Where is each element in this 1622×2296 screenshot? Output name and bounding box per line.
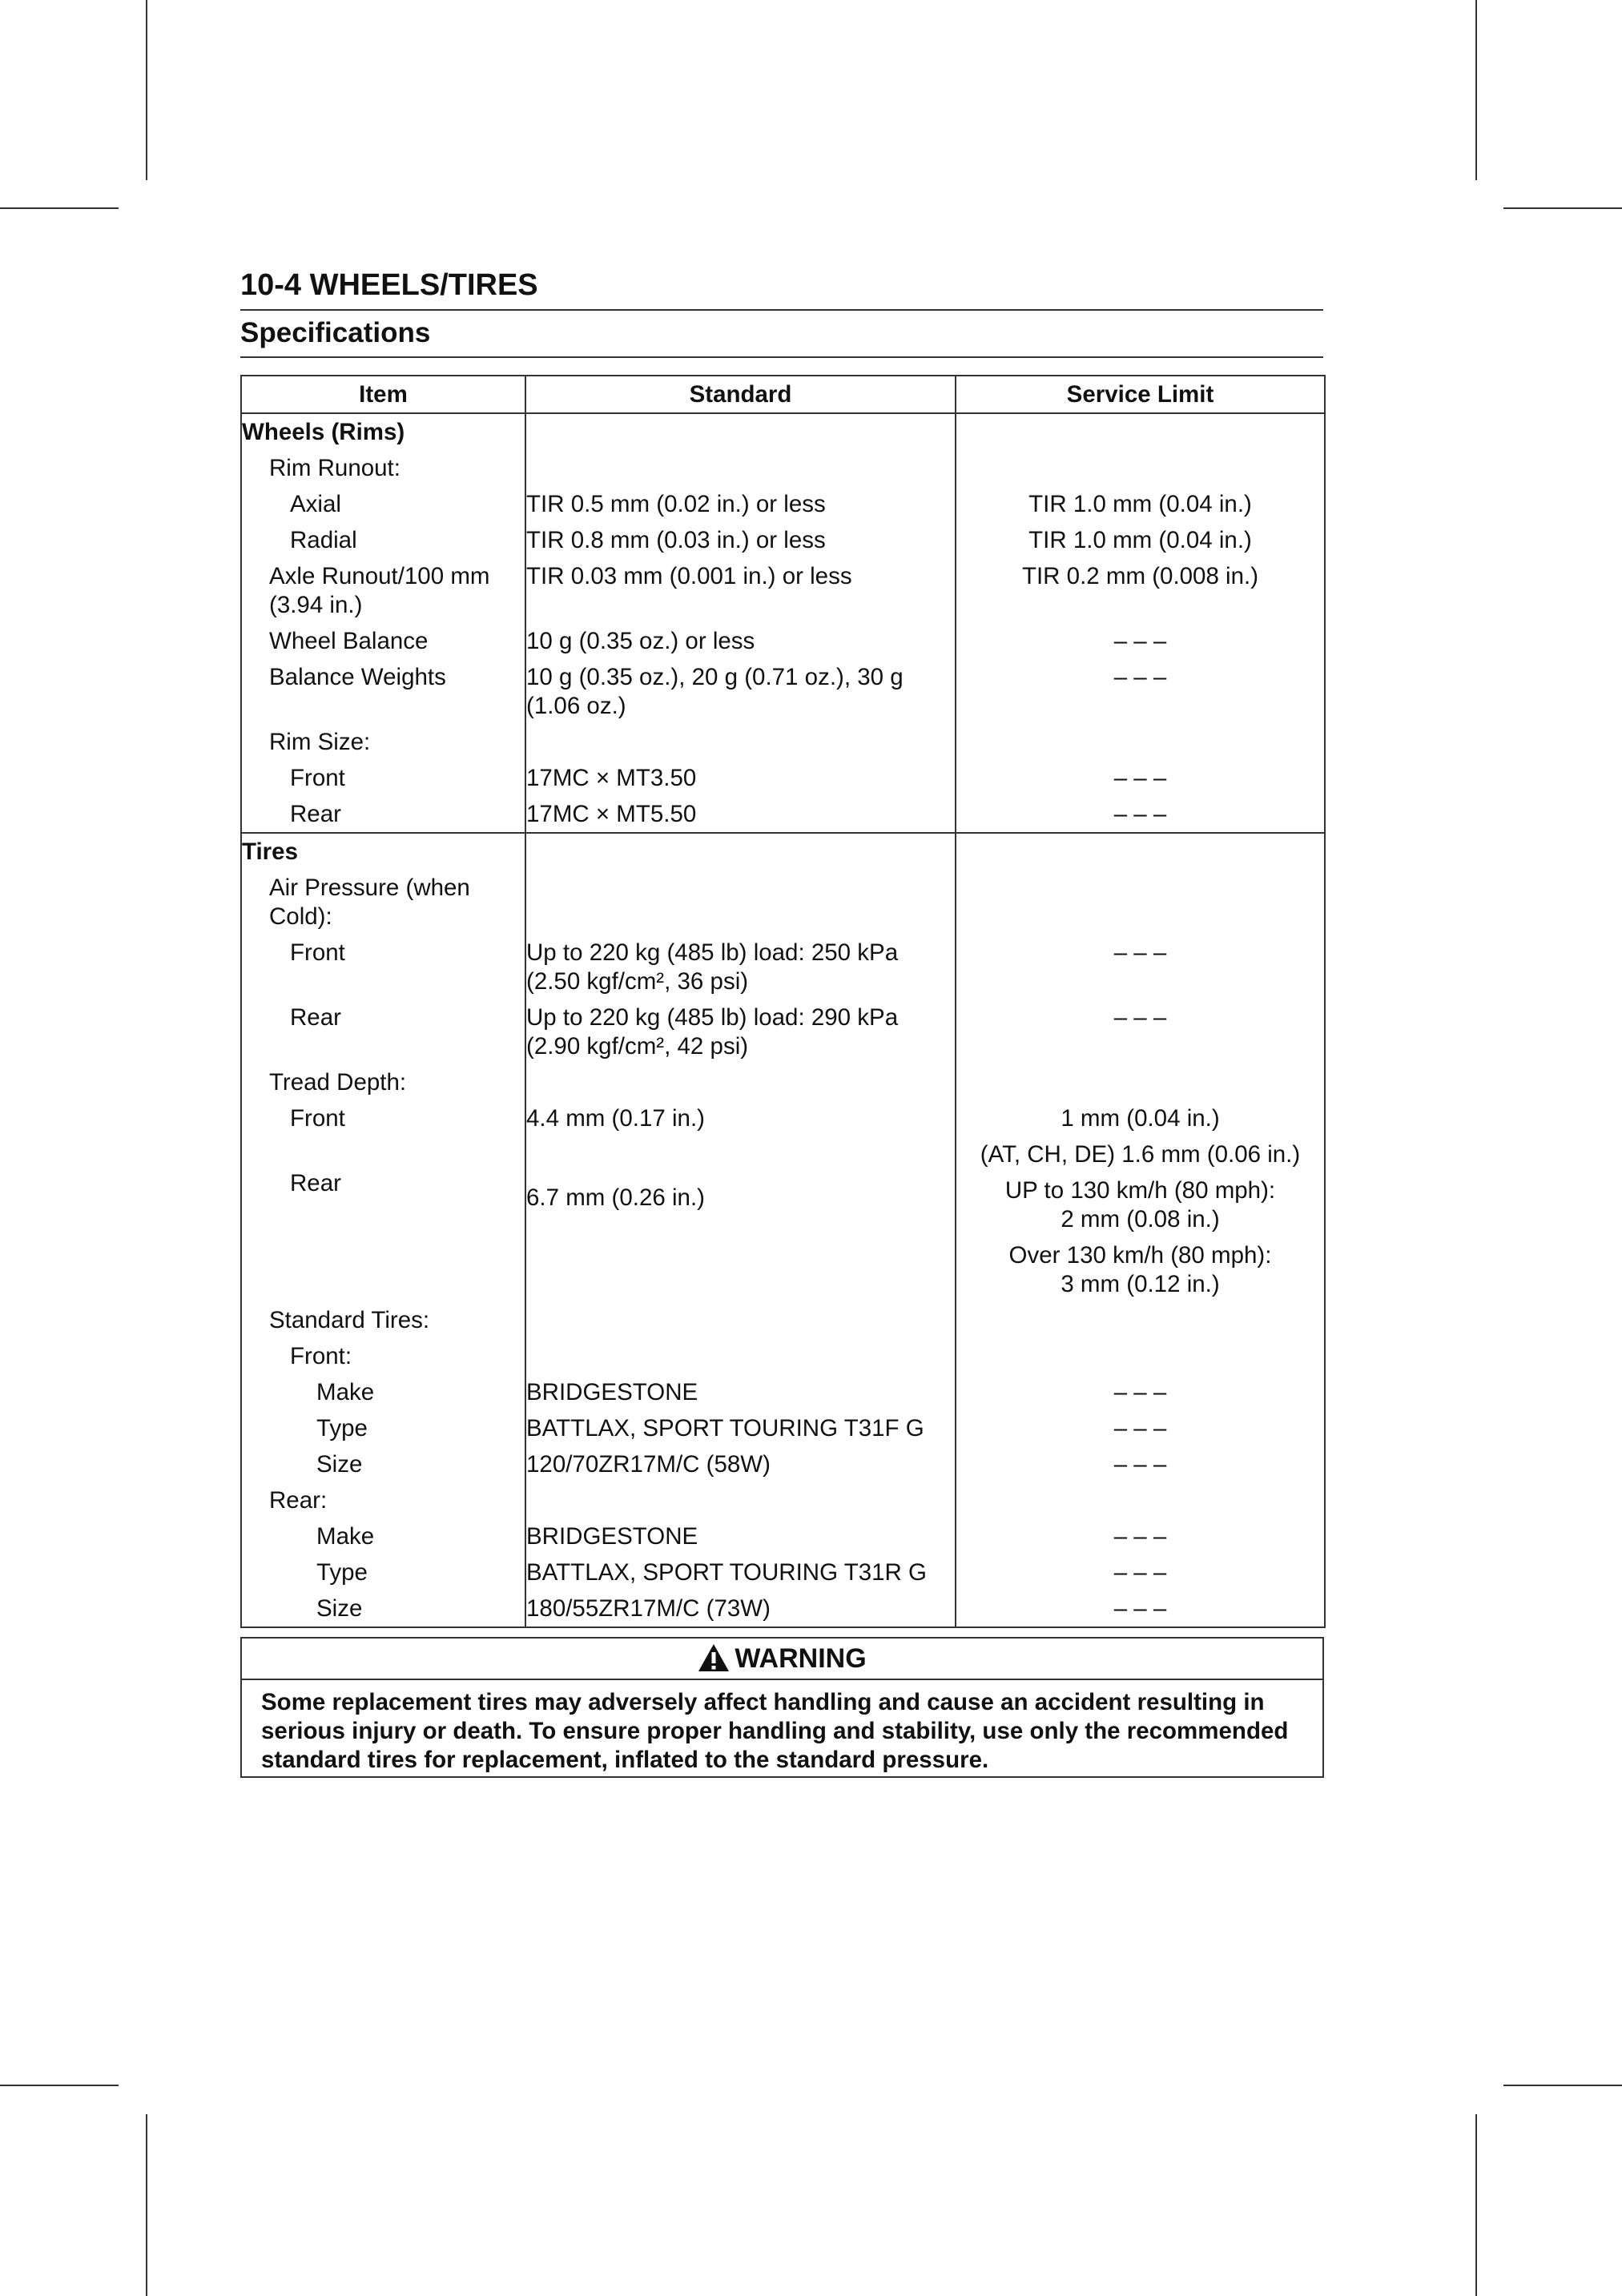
service-limit-value: – – – — [956, 935, 1325, 999]
standard-value: 10 g (0.35 oz.), 20 g (0.71 oz.), 30 g (1.06 oz.) — [525, 659, 956, 724]
standard-value: 120/70ZR17M/C (58W) — [525, 1446, 956, 1482]
group-title-tires: Tires — [241, 833, 525, 870]
subtitle-rule — [240, 356, 1323, 358]
crop-mark — [1503, 207, 1622, 209]
item-label: Rear — [241, 999, 525, 1064]
standard-value: BATTLAX, SPORT TOURING T31R G — [525, 1554, 956, 1590]
crop-mark — [0, 207, 119, 209]
item-label: Rear — [241, 796, 525, 833]
standard-value: 180/55ZR17M/C (73W) — [525, 1590, 956, 1627]
table-row — [241, 450, 1325, 486]
table-row — [241, 413, 1325, 450]
item-label: Axial — [241, 486, 525, 522]
item-label: Front — [241, 935, 525, 999]
item-label: Make — [241, 1374, 525, 1410]
table-row — [241, 1590, 1325, 1627]
service-limit-value: – – – — [956, 1374, 1325, 1410]
table-row — [241, 1410, 1325, 1446]
table-row — [241, 659, 1325, 724]
item-label: Rim Runout: — [241, 450, 525, 486]
service-limit-value: – – – — [956, 1518, 1325, 1554]
item-label: Balance Weights — [241, 659, 525, 724]
item-label: Type — [241, 1410, 525, 1446]
table-row — [241, 1518, 1325, 1554]
table-row — [241, 1338, 1325, 1374]
service-limit-value: – – – — [956, 1554, 1325, 1590]
table-row — [241, 1064, 1325, 1100]
tires-group — [241, 833, 1325, 1627]
item-label: Air Pressure (when Cold): — [241, 870, 525, 935]
page-subtitle: Specifications — [240, 317, 431, 348]
warning-header — [242, 1639, 1322, 1680]
item-label: Front: — [241, 1338, 525, 1374]
standard-value: BATTLAX, SPORT TOURING T31F G — [525, 1410, 956, 1446]
service-limit-value: – – – — [956, 796, 1325, 833]
standard-value: BRIDGESTONE — [525, 1518, 956, 1554]
item-label: Rear — [241, 1136, 525, 1302]
crop-mark — [1503, 2085, 1622, 2086]
service-limit-value: 1 mm (0.04 in.) — [956, 1100, 1325, 1136]
standard-value: TIR 0.8 mm (0.03 in.) or less — [525, 522, 956, 558]
standard-value: TIR 0.5 mm (0.02 in.) or less — [525, 486, 956, 522]
group-title-wheels: Wheels (Rims) — [241, 413, 525, 450]
item-label: Type — [241, 1554, 525, 1590]
service-limit-value: UP to 130 km/h (80 mph): 2 mm (0.08 in.) — [956, 1172, 1325, 1237]
table-row — [241, 486, 1325, 522]
section-title: 10-4 WHEELS/TIRES — [240, 268, 538, 302]
standard-value: 10 g (0.35 oz.) or less — [525, 623, 956, 659]
item-label: Axle Runout/100 mm (3.94 in.) — [241, 558, 525, 623]
crop-mark — [1475, 0, 1477, 180]
item-label: Wheel Balance — [241, 623, 525, 659]
service-limit-value: (AT, CH, DE) 1.6 mm (0.06 in.) — [956, 1136, 1325, 1172]
table-row — [241, 724, 1325, 760]
table-row — [241, 1554, 1325, 1590]
item-label: Rim Size: — [241, 724, 525, 760]
crop-mark — [146, 2114, 147, 2296]
service-limit-value: – – – — [956, 760, 1325, 796]
item-label: Radial — [241, 522, 525, 558]
standard-value: 17MC × MT3.50 — [525, 760, 956, 796]
table-header-row — [241, 376, 1325, 413]
table-row — [241, 760, 1325, 796]
table-row — [241, 1482, 1325, 1518]
column-header-service-limit: Service Limit — [956, 376, 1325, 413]
crop-mark — [146, 0, 147, 180]
table-row — [241, 1100, 1325, 1136]
service-limit-value: TIR 1.0 mm (0.04 in.) — [956, 522, 1325, 558]
service-limit-value: Over 130 km/h (80 mph): 3 mm (0.12 in.) — [956, 1237, 1325, 1302]
table-row — [241, 522, 1325, 558]
table-row — [241, 870, 1325, 935]
table-row — [241, 1136, 1325, 1172]
service-limit-value: – – – — [956, 623, 1325, 659]
item-label: Front — [241, 760, 525, 796]
table-row — [241, 1374, 1325, 1410]
standard-value: Up to 220 kg (485 lb) load: 250 kPa (2.50 kgf/cm², 36 psi) — [525, 935, 956, 999]
item-label: Tread Depth: — [241, 1064, 525, 1100]
page-header — [240, 266, 1323, 358]
service-limit-value: – – – — [956, 999, 1325, 1064]
standard-value: 6.7 mm (0.26 in.) — [525, 1136, 956, 1302]
crop-mark — [1475, 2114, 1477, 2296]
standard-value: 17MC × MT5.50 — [525, 796, 956, 833]
standard-value: Up to 220 kg (485 lb) load: 290 kPa (2.90 kgf/cm², 42 psi) — [525, 999, 956, 1064]
service-limit-value: – – – — [956, 1446, 1325, 1482]
service-limit-value: TIR 1.0 mm (0.04 in.) — [956, 486, 1325, 522]
table-row — [241, 1302, 1325, 1338]
item-label: Rear: — [241, 1482, 525, 1518]
column-header-item: Item — [241, 376, 525, 413]
table-row — [241, 558, 1325, 623]
table-row — [241, 833, 1325, 870]
standard-value: TIR 0.03 mm (0.001 in.) or less — [525, 558, 956, 623]
table-row — [241, 796, 1325, 833]
item-label: Size — [241, 1590, 525, 1627]
service-limit-value: TIR 0.2 mm (0.008 in.) — [956, 558, 1325, 623]
service-limit-value: – – – — [956, 1590, 1325, 1627]
item-label: Size — [241, 1446, 525, 1482]
warning-box — [240, 1637, 1324, 1778]
warning-text: Some replacement tires may adversely affect handling and cause an accident resulting in serious injury or death. To ensure proper handling and stability, use only the recommended standard tires for replacement, inflated to the standard pressure. — [261, 1689, 1289, 1773]
table-row — [241, 935, 1325, 999]
item-label: Front — [241, 1100, 525, 1136]
table-row — [241, 999, 1325, 1064]
table-row — [241, 1446, 1325, 1482]
column-header-standard: Standard — [525, 376, 956, 413]
wheels-group — [241, 413, 1325, 833]
specifications-table — [240, 375, 1326, 1628]
standard-value: BRIDGESTONE — [525, 1374, 956, 1410]
table-row — [241, 623, 1325, 659]
warning-title: WARNING — [735, 1643, 867, 1674]
item-label: Standard Tires: — [241, 1302, 525, 1338]
crop-mark — [0, 2085, 119, 2086]
warning-triangle-icon — [698, 1643, 730, 1672]
item-label: Make — [241, 1518, 525, 1554]
service-limit-value: – – – — [956, 1410, 1325, 1446]
standard-value: 4.4 mm (0.17 in.) — [525, 1100, 956, 1136]
service-limit-value: – – – — [956, 659, 1325, 724]
